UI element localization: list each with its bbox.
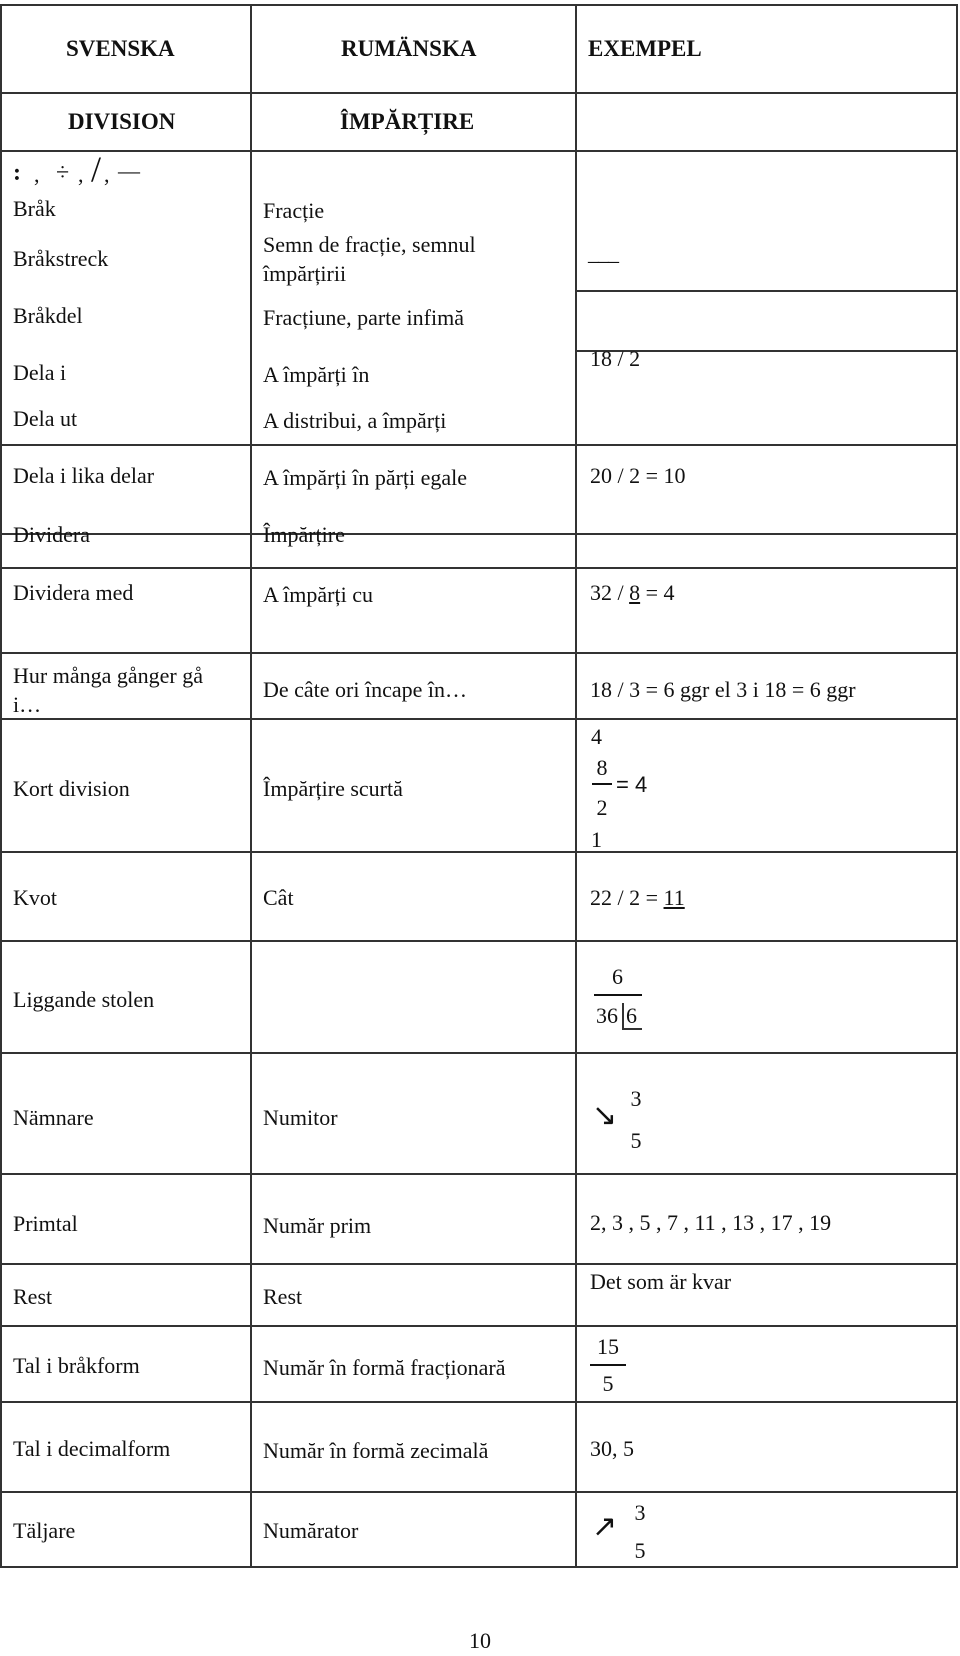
example: 30, 5 [590,1436,634,1461]
column-header-exempel: EXEMPEL [588,36,702,61]
example-numerator: 3 [634,1500,646,1525]
fraction-line [590,1364,626,1366]
row-divider [0,4,958,6]
example: 18 / 3 = 6 ggr el 3 i 18 = 6 ggr [590,677,856,702]
example-denominator: 5 [634,1538,646,1563]
example-part: 32 / [590,580,630,605]
term-sv: Nämnare [13,1105,94,1130]
row-divider [0,444,958,446]
term-sv: Dela i lika delar [13,463,155,488]
term-sv: Dividera med [13,580,134,605]
term-sv: Bråkstreck [13,246,109,271]
row-divider [0,1566,958,1568]
term-sv: Dividera [13,522,90,547]
term-ro: Număr în formă fracționară [263,1355,506,1380]
term-ro: Împărțire [263,522,345,547]
example-denominator: 5 [602,1371,614,1396]
fraction-bar-symbol: — [118,158,140,183]
row-divider [0,1173,958,1175]
term-ro: A distribui, a împărți [263,408,447,433]
column-divider [575,4,577,1568]
term-ro: Fracție [263,198,325,223]
example-result: = 4 [616,772,648,797]
term-ro: împărțirii [263,261,347,286]
term-sv: Kvot [13,885,57,910]
comma: , [78,162,84,187]
section-title-sv: DIVISION [68,109,176,134]
term-ro: Rest [263,1284,303,1309]
term-sv: Bråkdel [13,303,83,328]
example-part: 22 / 2 = [590,885,664,910]
example-fraction-bar: ___ [588,240,618,265]
term-ro: Număr în formă zecimală [263,1438,489,1463]
term-ro: A împărți cu [263,582,373,607]
page-number: 10 [469,1628,491,1653]
example-carry-top: 4 [591,724,602,749]
table-border-left [0,4,2,1568]
term-ro: A împărți în părți egale [263,465,468,490]
division-sign-icon: ÷ [56,160,70,186]
example: Det som är kvar [590,1269,732,1294]
term-ro: Număr prim [263,1213,372,1238]
row-divider [0,567,958,569]
term-ro: De câte ori încape în… [263,677,468,702]
term-sv: Dela i [13,360,67,385]
term-ro: Cât [263,885,294,910]
term-sv: Liggande stolen [13,987,155,1012]
row-divider [0,940,958,942]
term-ro: Împărțire scurtă [263,776,403,801]
term-sv: Tal i decimalform [13,1436,171,1461]
term-ro: Numitor [263,1105,338,1130]
term-sv: i… [13,692,42,717]
fraction-line [592,783,612,785]
row-divider [0,1491,958,1493]
example-part: = 4 [640,580,675,605]
term-ro: Numărator [263,1518,359,1543]
example-denominator: 2 [596,795,608,820]
row-divider [0,150,958,152]
example [590,580,675,606]
term-sv: Kort division [13,776,130,801]
colon-symbol: : [13,160,21,186]
comma: , [34,162,40,187]
arrow-down-right-icon: ↘ [592,1098,618,1133]
row-divider [0,533,958,535]
term-sv: Rest [13,1284,53,1309]
row-divider [575,290,958,292]
example-divisor: 6 [626,1003,637,1028]
example: 20 / 2 = 10 [590,463,686,488]
column-header-rumanska: RUMÄNSKA [341,36,477,61]
table-border-right [956,4,958,1568]
column-header-svenska: SVENSKA [66,36,175,61]
example-dividend: 36 [596,1003,618,1028]
term-sv: Dela ut [13,406,78,431]
example-numerator: 3 [630,1086,642,1111]
example [590,885,685,911]
example-numerator: 15 [597,1334,619,1359]
term-ro: A împărți în [263,362,370,387]
comma: , [104,162,110,187]
division-line [594,994,642,996]
example: 18 / 2 [590,346,641,371]
row-divider [0,92,958,94]
term-sv: Hur många gånger gå [13,663,203,688]
term-ro: Semn de fracție, semnul [263,232,476,257]
division-bracket [622,1003,624,1029]
term-sv: Täljare [13,1518,76,1543]
example-remainder: 1 [591,827,602,852]
row-divider [0,851,958,853]
term-sv: Tal i bråkform [13,1353,140,1378]
row-divider [0,652,958,654]
example: 2, 3 , 5 , 7 , 11 , 13 , 17 , 19 [590,1210,832,1235]
term-ro: Fracțiune, parte infimă [263,305,464,330]
section-title-ro: ÎMPĂRȚIRE [340,109,475,134]
row-divider [0,1325,958,1327]
divisor-underlined: 8 [629,580,641,605]
example-numerator: 8 [596,755,608,780]
quotient-underlined: 11 [663,885,685,910]
term-sv: Primtal [13,1211,78,1236]
row-divider [0,1052,958,1054]
column-divider [250,4,252,1568]
row-divider [0,1263,958,1265]
row-divider [0,718,958,720]
arrow-up-right-icon: ↗ [592,1509,618,1544]
term-sv: Bråk [13,196,56,221]
example-denominator: 5 [630,1128,642,1153]
row-divider [0,1401,958,1403]
example-quotient: 6 [612,964,623,989]
slash-symbol: / [91,149,102,189]
